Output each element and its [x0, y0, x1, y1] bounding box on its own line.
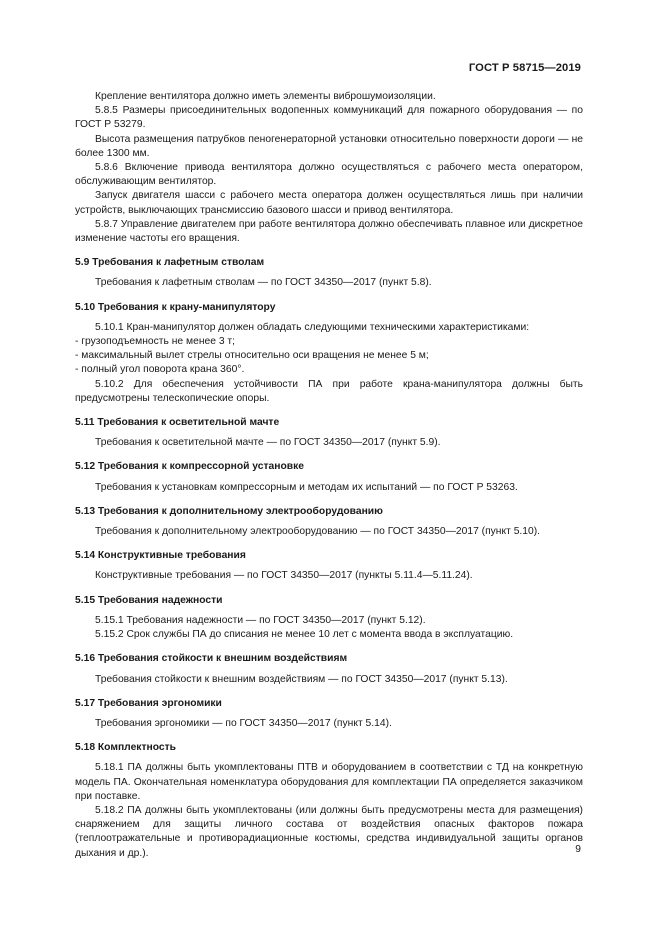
section-heading: 5.18 Комплектность: [75, 742, 176, 754]
paragraph: 5.18.2 ПА должны быть укомплектованы (или должны быть предусмотрены места для размещения) снаряжением для защиты личного состава от воздействия опасных факторов пожара (теплоотражательные и противорадиационные костюмы, средства индивидуальной защиты органов дыхания и др.).: [75, 804, 583, 859]
paragraph: Требования эргономики — по ГОСТ 34350—2017 (пункт 5.14).: [95, 717, 392, 729]
paragraph: 5.10.1 Кран-манипулятор должен обладать следующими техническими характеристиками:: [95, 321, 530, 333]
paragraph: Требования к лафетным стволам — по ГОСТ 34350—2017 (пункт 5.8).: [95, 277, 432, 289]
paragraph: 5.15.2 Срок службы ПА до списания не менее 10 лет с момента ввода в эксплуатацию.: [95, 629, 514, 641]
list-item: - максимальный вылет стрелы относительно оси вращения не менее 5 м;: [75, 350, 429, 362]
section-heading: 5.11 Требования к осветительной мачте: [75, 417, 280, 429]
list-item: - полный угол поворота крана 360°.: [75, 364, 245, 376]
paragraph: Требования к дополнительному электрооборудованию — по ГОСТ 34350—2017 (пункт 5.10).: [95, 526, 541, 538]
section-heading: 5.12 Требования к компрессорной установке: [75, 461, 304, 473]
section-heading: 5.15 Требования надежности: [75, 594, 223, 606]
paragraph: Требования к осветительной мачте — по ГОСТ 34350—2017 (пункт 5.9).: [95, 437, 441, 449]
paragraph: Запуск двигателя шасси с рабочего места оператора должен осуществляться лишь при наличии устройств, выключающих трансмиссию базового шасси и привод вентилятора.: [75, 190, 583, 216]
section-heading: 5.17 Требования эргономики: [75, 697, 222, 709]
paragraph: 5.10.2 Для обеспечения устойчивости ПА при работе крана-манипулятора должны быть предусмотрены телескопические опоры.: [75, 378, 583, 404]
section-heading: 5.16 Требования стойкости к внешним воздействиям: [75, 653, 348, 665]
paragraph: Конструктивные требования — по ГОСТ 34350—2017 (пункты 5.11.4—5.11.24).: [95, 570, 473, 582]
document-code-header: ГОСТ Р 58715—2019: [468, 62, 581, 74]
section-heading: 5.14 Конструктивные требования: [75, 550, 246, 562]
paragraph: 5.8.7 Управление двигателем при работе вентилятора должно обеспечивать плавное или дискретное изменение частоты его вращения.: [75, 218, 583, 245]
paragraph: Высота размещения патрубков пеногенераторной установки относительно поверхности дороги — не более 1300 мм.: [75, 133, 583, 159]
paragraph: Крепление вентилятора должно иметь элементы виброшумоизоляции.: [95, 91, 436, 102]
list-item: - грузоподъемность не менее 3 т;: [75, 336, 235, 348]
page-number: 9: [575, 844, 581, 855]
paragraph: Требования к установкам компрессорным и методам их испытаний — по ГОСТ Р 53263.: [95, 481, 518, 493]
document-body: [75, 90, 583, 861]
section-heading: 5.13 Требования к дополнительному электрооборудованию: [75, 505, 383, 517]
paragraph: 5.8.6 Включение привода вентилятора должно осуществляться с рабочего места оператором, обслуживающим вентилятор.: [75, 162, 583, 188]
section-heading: 5.10 Требования к крану-манипулятору: [75, 301, 276, 313]
paragraph: Требования стойкости к внешним воздействиям — по ГОСТ 34350—2017 (пункт 5.13).: [95, 673, 508, 685]
paragraph: 5.8.5 Размеры присоединительных водопенных коммуникаций для пожарного оборудования — по ГОСТ Р 53279.: [75, 105, 583, 131]
paragraph: 5.15.1 Требования надежности — по ГОСТ 34350—2017 (пункт 5.12).: [95, 614, 426, 626]
paragraph: 5.18.1 ПА должны быть укомплектованы ПТВ и оборудованием в соответствии с ТД на конкретную модель ПА. Окончательная номенклатура оборудования для комплектации ПА определяется заказчиком при поставке.: [75, 762, 583, 802]
section-heading: 5.9 Требования к лафетным стволам: [75, 257, 265, 269]
